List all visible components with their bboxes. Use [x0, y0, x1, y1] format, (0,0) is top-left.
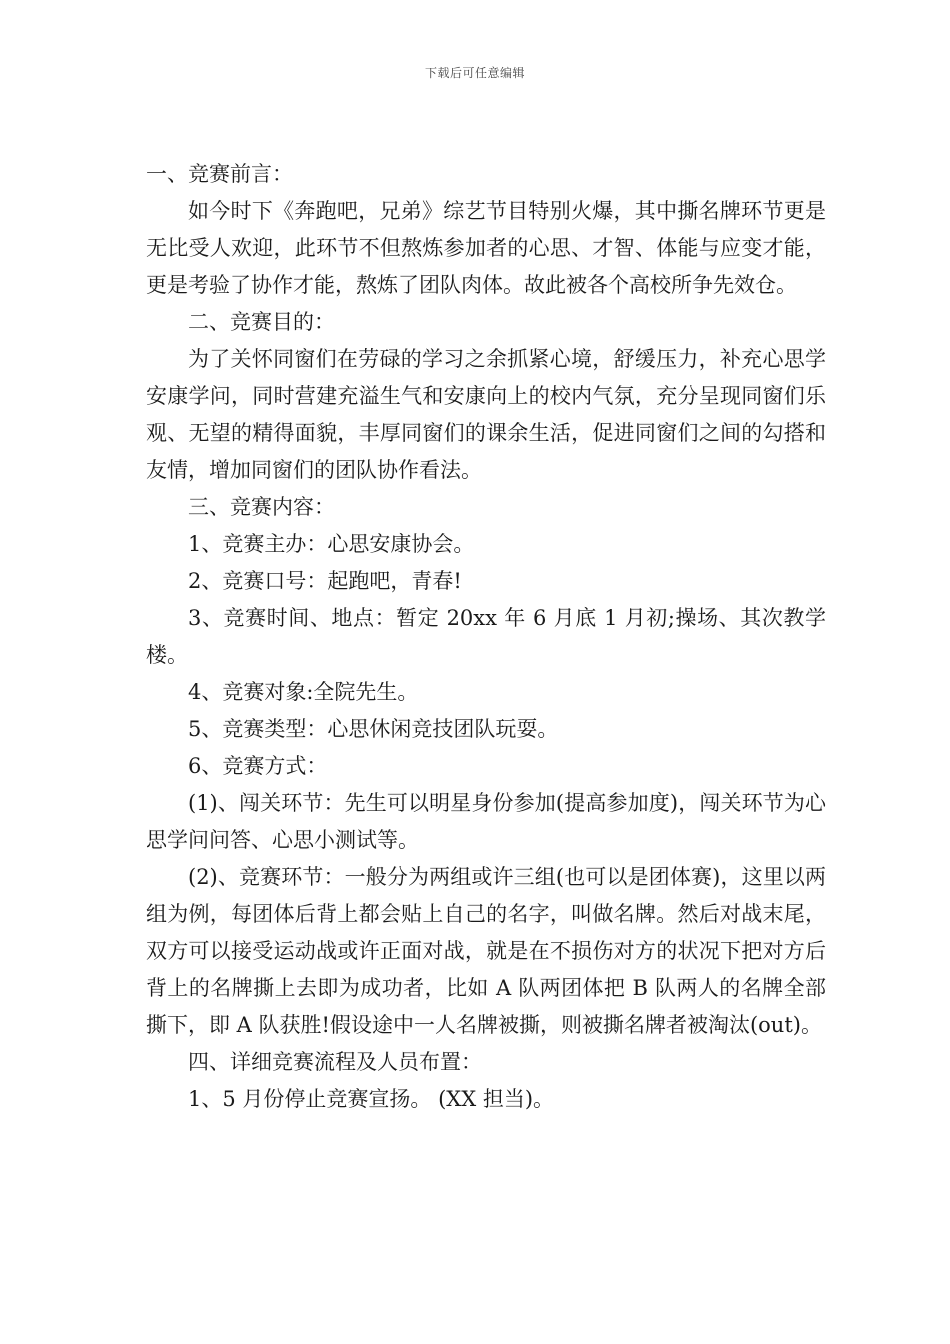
list-item-slogan: 2、竞赛口号：起跑吧，青春! — [188, 569, 462, 593]
sub-item-checkpoint: (1)、闯关环节：先生可以明星身份参加(提高参加度)，闯关环节为心思学问问答、心思小测试等。 — [146, 791, 826, 852]
list-item-promotion: 1、5 月份停止竞赛宣扬。 (XX 担当)。 — [188, 1087, 555, 1111]
list-item-format: 6、竞赛方式： — [188, 754, 328, 778]
list-item-time-place: 3、竞赛时间、地点：暂定 20xx 年 6 月底 1 月初;操场、其次教学楼。 — [146, 606, 826, 667]
section-heading-content: 三、竞赛内容： — [188, 495, 335, 519]
list-item-organizer: 1、竞赛主办：心思安康协会。 — [188, 532, 475, 556]
paragraph-purpose: 为了关怀同窗们在劳碌的学习之余抓紧心境，舒缓压力，补充心思学安康学问，同时营建充溢生气和安康向上的校内气氛，充分呈现同窗们乐观、无望的精得面貌，丰厚同窗们的课余生活，促进同窗们之间的勾搭和友情，增加同窗们的团队协作看法。 — [146, 347, 826, 482]
section-heading-preface: 一、竞赛前言： — [146, 162, 293, 186]
list-item-participants: 4、竞赛对象:全院先生。 — [188, 680, 419, 704]
section-heading-process: 四、详细竞赛流程及人员布置： — [188, 1050, 482, 1074]
document-body — [146, 156, 826, 1118]
sub-item-competition: (2)、竞赛环节：一般分为两组或许三组(也可以是团体赛)，这里以两组为例，每团体后背上都会贴上自己的名字，叫做名牌。然后对战末尾，双方可以接受运动战或许正面对战，就是在不损伤对方的状况下把对方后背上的名牌撕上去即为成功者，比如 A 队两团体把 B 队两人的名牌全部撕下，即 A 队获胜!假设途中一人名牌被撕，则被撕名牌者被淘汰(out)。 — [146, 865, 826, 1037]
paragraph-preface: 如今时下《奔跑吧，兄弟》综艺节目特别火爆，其中撕名牌环节更是无比受人欢迎，此环节不但熬炼参加者的心思、才智、体能与应变才能，更是考验了协作才能，熬炼了团队肉体。故此被各个高校所争先效仓。 — [146, 199, 826, 297]
section-heading-purpose: 二、竞赛目的： — [188, 310, 335, 334]
list-item-type: 5、竞赛类型：心思休闲竞技团队玩耍。 — [188, 717, 559, 741]
page-header-note: 下载后可任意编辑 — [424, 66, 525, 80]
